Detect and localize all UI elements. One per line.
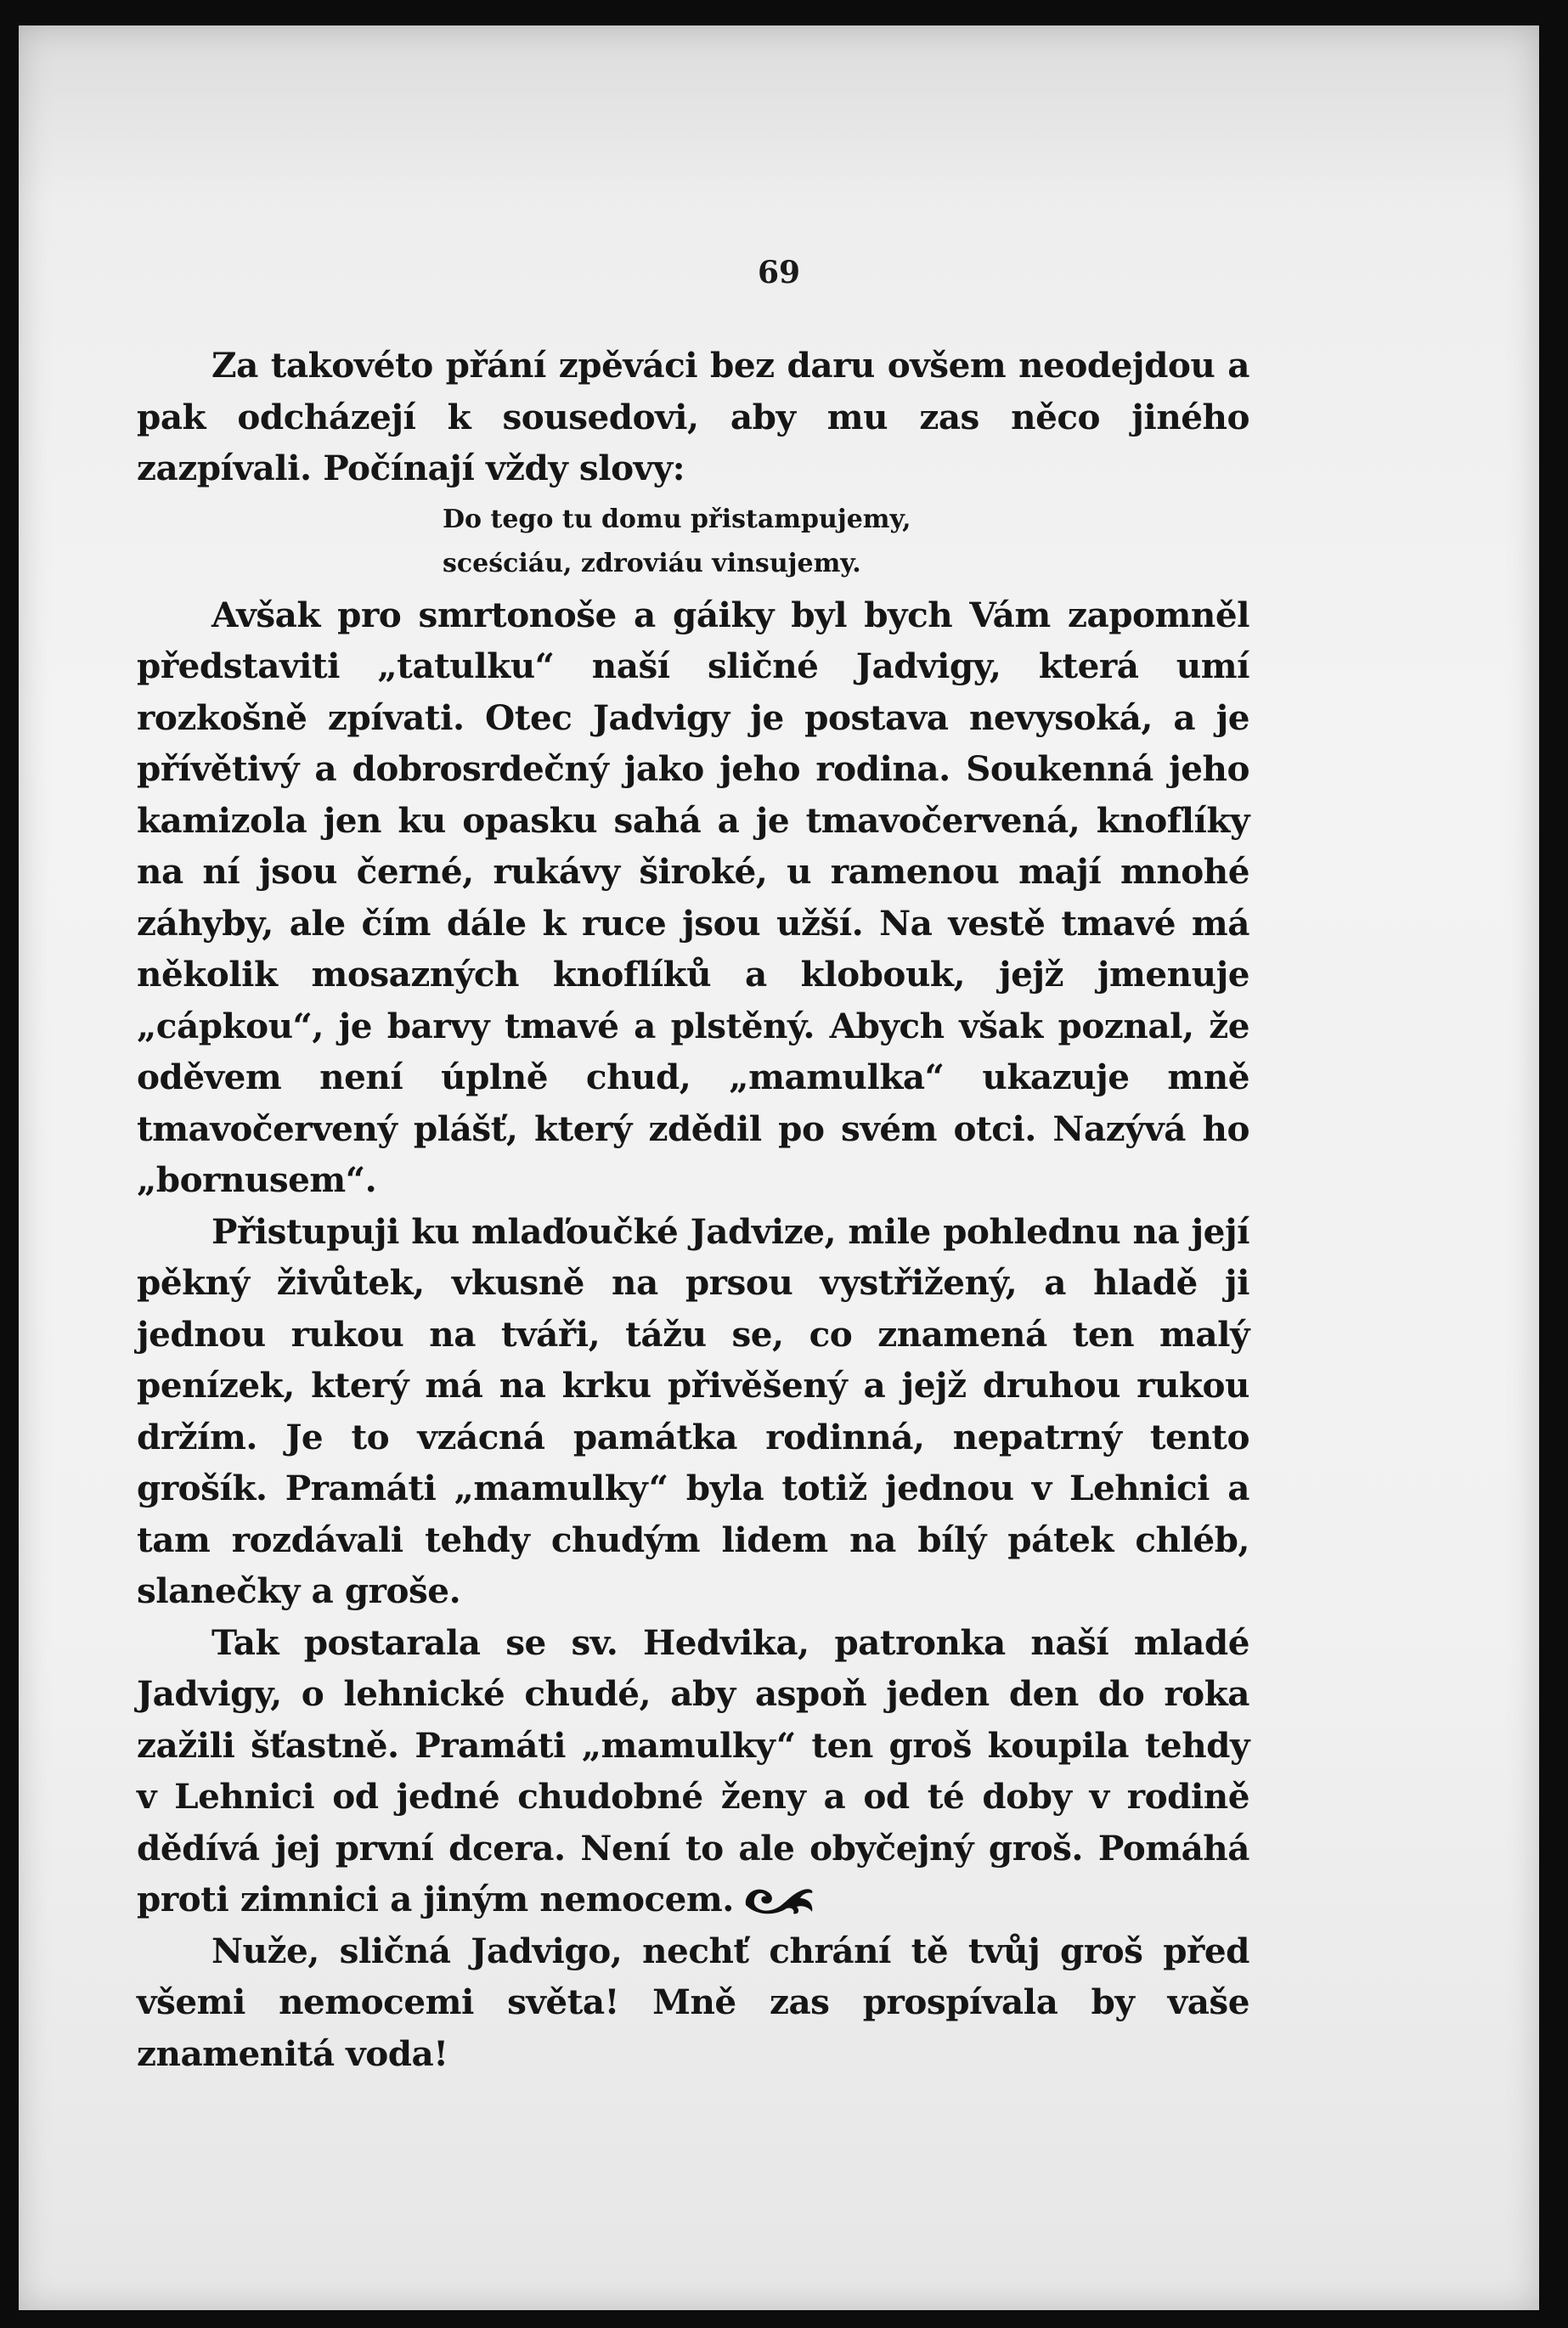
- page-number: 69: [757, 255, 801, 290]
- fleuron-ornament-icon: [19, 1873, 1539, 1931]
- paragraph-tatulka: Avšak pro smrtonoše a gáiky byl bych Vám zapomněl představiti „tatulku“ naší sličné Jadvigy, která umí rozkošně zpívati. Otec Jadvigy je postava nevysoká, a je přívětivý a dobrosrdečný jako jeho rodina. Soukenná jeho kamizola jen ku opasku sahá a je tmavočervená, knoflíky na ní jsou černé, rukávy široké, u ramenou mají mnohé záhyby, ale čím dále k ruce jsou užší. Na vestě tmavé má několik mosazných knoflíků a klobouk, jejž jmenuje „cápkou“, je barvy tmavé a plstěný. Abych však poznal, že oděvem není úplně chud, „mamulka“ ukazuje mně tmavočervený plášť, který zdědil po svém otci. Nazývá ho „bornusem“.: [137, 594, 1249, 1200]
- verse-quote: [137, 498, 1249, 586]
- paragraph-closing: Nuže, sličná Jadvigo, nechť chrání tě tvůj groš před všemi nemocemi světa! Mně zas prospívala by vaše znamenitá voda!: [137, 1930, 1249, 2074]
- verse-line: sceściáu, zdroviáu vinsujemy.: [443, 548, 861, 578]
- verse-line: Do tego tu domu přistampujemy,: [443, 504, 911, 534]
- book-page: [19, 25, 1539, 2310]
- page-text: [137, 340, 1249, 2079]
- paragraph-intro: Za takovéto přání zpěváci bez daru ovšem neodejdou a pak odcházejí k sousedovi, aby mu zas něco jiného zazpívali. Počínají vždy slovy:: [137, 345, 1249, 488]
- paragraph-hedvika: Tak postarala se sv. Hedvika, patronka naší mladé Jadvigy, o lehnické chudé, aby aspoň jeden den do roka zažili šťastně. Pramáti „mamulky“ ten groš koupila tehdy v Lehnici od jedné chudobné ženy a od té doby v rodině dědívá jej první dcera. Není to ale obyčejný groš. Pomáhá proti zimnici a jiným nemocem.: [137, 1621, 1249, 1919]
- paragraph-jadviga: Přistupuji ku mlaďoučké Jadvize, mile pohlednu na její pěkný živůtek, vkusně na prsou vystřižený, a hladě ji jednou rukou na tváři, tážu se, co znamená ten malý penízek, který má na krku přivěšený a jejž druhou rukou držím. Je to vzácná památka rodinná, nepatrný tento grošík. Pramáti „mamulky“ byla totiž jednou v Lehnici a tam rozdávali tehdy chudým lidem na bílý pátek chléb, slanečky a groše.: [137, 1210, 1249, 1611]
